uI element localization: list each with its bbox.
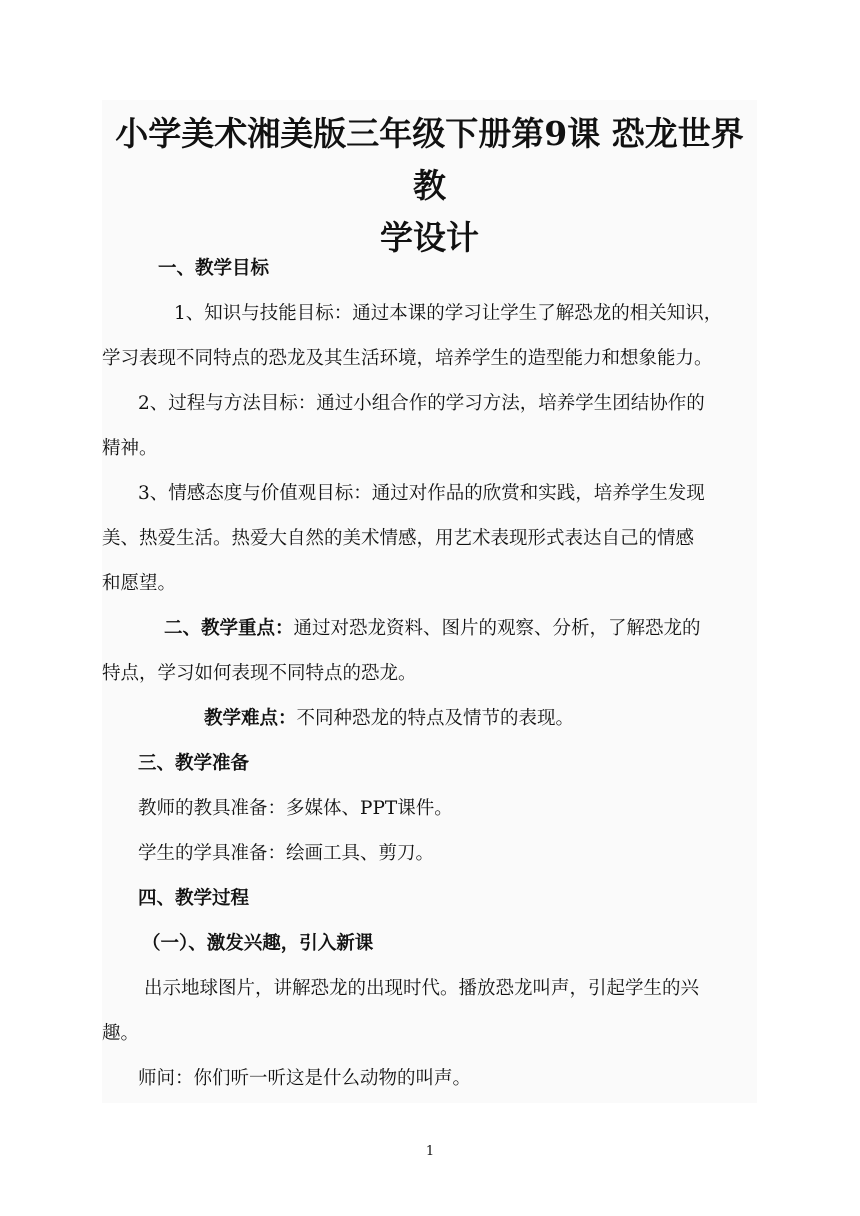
key-point-line-2: 特点，学习如何表现不同特点的恐龙。	[102, 663, 417, 684]
difficulty-text: 不同种恐龙的特点及情节的表现。	[296, 708, 575, 729]
goal-3-line-2: 美、热爱生活。热爱大自然的美术情感，用艺术表现形式表达自己的情感	[102, 528, 695, 549]
title-line-1: 小学美术湘美版三年级下册第9课 恐龙世界教	[115, 114, 744, 205]
document-title	[102, 108, 757, 264]
goal-1-line-1: 1、知识与技能目标：通过本课的学习让学生了解恐龙的相关知识，	[174, 303, 723, 324]
difficulty-label: 教学难点：	[204, 708, 297, 729]
key-point-text: 通过对恐龙资料、图片的观察、分析，了解恐龙的	[293, 618, 701, 639]
title-line-2: 学设计	[380, 218, 479, 257]
goal-3-line-1: 3、情感态度与价值观目标：通过对作品的欣赏和实践，培养学生发现	[138, 483, 705, 504]
teacher-question: 师问：你们听一听这是什么动物的叫声。	[138, 1068, 472, 1089]
teacher-preparation: 教师的教具准备：多媒体、PPT课件。	[138, 798, 453, 819]
key-point-label: 二、教学重点：	[164, 618, 294, 639]
goal-2-line-2: 精神。	[102, 438, 158, 459]
goal-3-line-3: 和愿望。	[102, 573, 177, 594]
student-preparation: 学生的学具准备：绘画工具、剪刀。	[138, 843, 435, 864]
step-1-text-line-2: 趣。	[102, 1023, 140, 1044]
goal-1-line-2: 学习表现不同特点的恐龙及其生活环境，培养学生的造型能力和想象能力。	[102, 348, 713, 369]
key-point-line-1	[102, 614, 819, 644]
difficulty-line	[102, 704, 859, 734]
page-number: 1	[425, 1144, 435, 1159]
goal-2-line-1: 2、过程与方法目标：通过小组合作的学习方法，培养学生团结协作的	[138, 393, 705, 414]
step-1-text-line-1: 出示地球图片，讲解恐龙的出现时代。播放恐龙叫声，引起学生的兴	[144, 978, 700, 999]
step-1-heading: （一）、激发兴趣，引入新课	[142, 933, 374, 954]
section-heading-objectives: 一、教学目标	[158, 258, 270, 279]
section-heading-process: 四、教学过程	[138, 888, 250, 909]
section-heading-preparation: 三、教学准备	[138, 753, 250, 774]
